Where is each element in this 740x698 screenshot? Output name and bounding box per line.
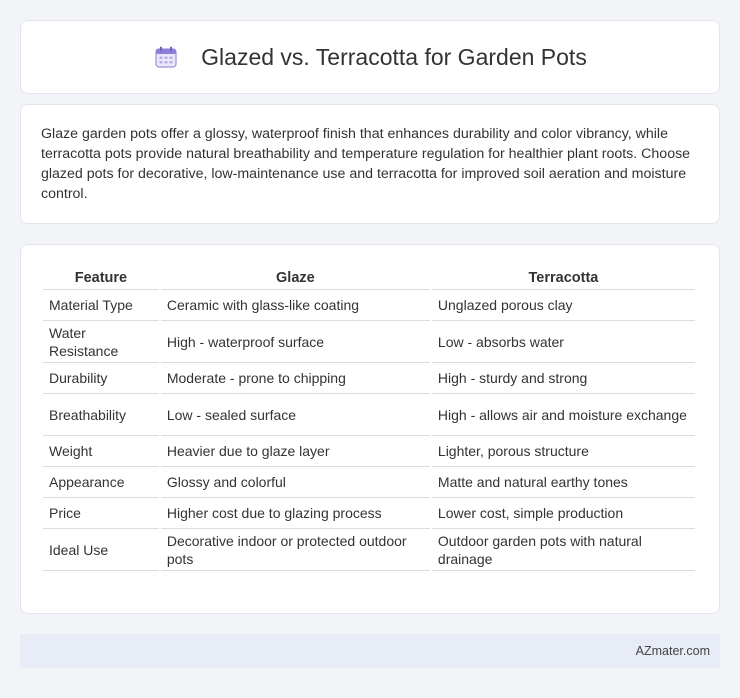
cell-feature: Appearance: [43, 467, 159, 498]
cell-terracotta: Low - absorbs water: [432, 321, 695, 363]
cell-feature: Water Resistance: [43, 321, 159, 363]
cell-glaze: Ceramic with glass-like coating: [161, 290, 430, 321]
cell-feature: Price: [43, 498, 159, 529]
calendar-icon: [153, 44, 179, 70]
table-row: [43, 498, 695, 529]
cell-glaze: Heavier due to glaze layer: [161, 436, 430, 467]
cell-feature: Breathability: [43, 394, 159, 436]
table-header-row: [43, 266, 695, 290]
table-row: [43, 290, 695, 321]
cell-terracotta: High - allows air and moisture exchange: [432, 394, 695, 436]
table-card: [20, 244, 720, 614]
table-row: [43, 529, 695, 571]
cell-terracotta: Outdoor garden pots with natural drainage: [432, 529, 695, 571]
table-row: [43, 321, 695, 363]
cell-glaze: Moderate - prone to chipping: [161, 363, 430, 394]
header-card: [20, 20, 720, 94]
cell-feature: Material Type: [43, 290, 159, 321]
cell-glaze: High - waterproof surface: [161, 321, 430, 363]
table-row: [43, 363, 695, 394]
header-glaze: Glaze: [161, 266, 430, 290]
title-wrap: [153, 44, 587, 71]
header-feature: Feature: [43, 266, 159, 290]
cell-feature: Durability: [43, 363, 159, 394]
header-terracotta: Terracotta: [432, 266, 695, 290]
cell-glaze: Decorative indoor or protected outdoor pots: [161, 529, 430, 571]
cell-terracotta: High - sturdy and strong: [432, 363, 695, 394]
cell-terracotta: Lower cost, simple production: [432, 498, 695, 529]
page-title: Glazed vs. Terracotta for Garden Pots: [201, 43, 587, 70]
summary-card: [20, 104, 720, 224]
cell-terracotta: Unglazed porous clay: [432, 290, 695, 321]
comparison-table: [41, 266, 697, 571]
footer-bar: [20, 634, 720, 668]
cell-terracotta: Lighter, porous structure: [432, 436, 695, 467]
footer-brand[interactable]: AZmater.com: [635, 644, 710, 658]
table-row: [43, 467, 695, 498]
cell-feature: Weight: [43, 436, 159, 467]
cell-terracotta: Matte and natural earthy tones: [432, 467, 695, 498]
summary-text: Glaze garden pots offer a glossy, waterproof finish that enhances durability and color vibrancy, while terracotta pots provide natural breathability and temperature regulation for healthier plant roots. Choose glazed pots for decorative, low-maintenance use and terracotta for improved soil aeration and moisture control.: [41, 126, 691, 202]
cell-glaze: Glossy and colorful: [161, 467, 430, 498]
cell-glaze: Higher cost due to glazing process: [161, 498, 430, 529]
table-row: [43, 394, 695, 436]
cell-glaze: Low - sealed surface: [161, 394, 430, 436]
table-row: [43, 436, 695, 467]
cell-feature: Ideal Use: [43, 529, 159, 571]
